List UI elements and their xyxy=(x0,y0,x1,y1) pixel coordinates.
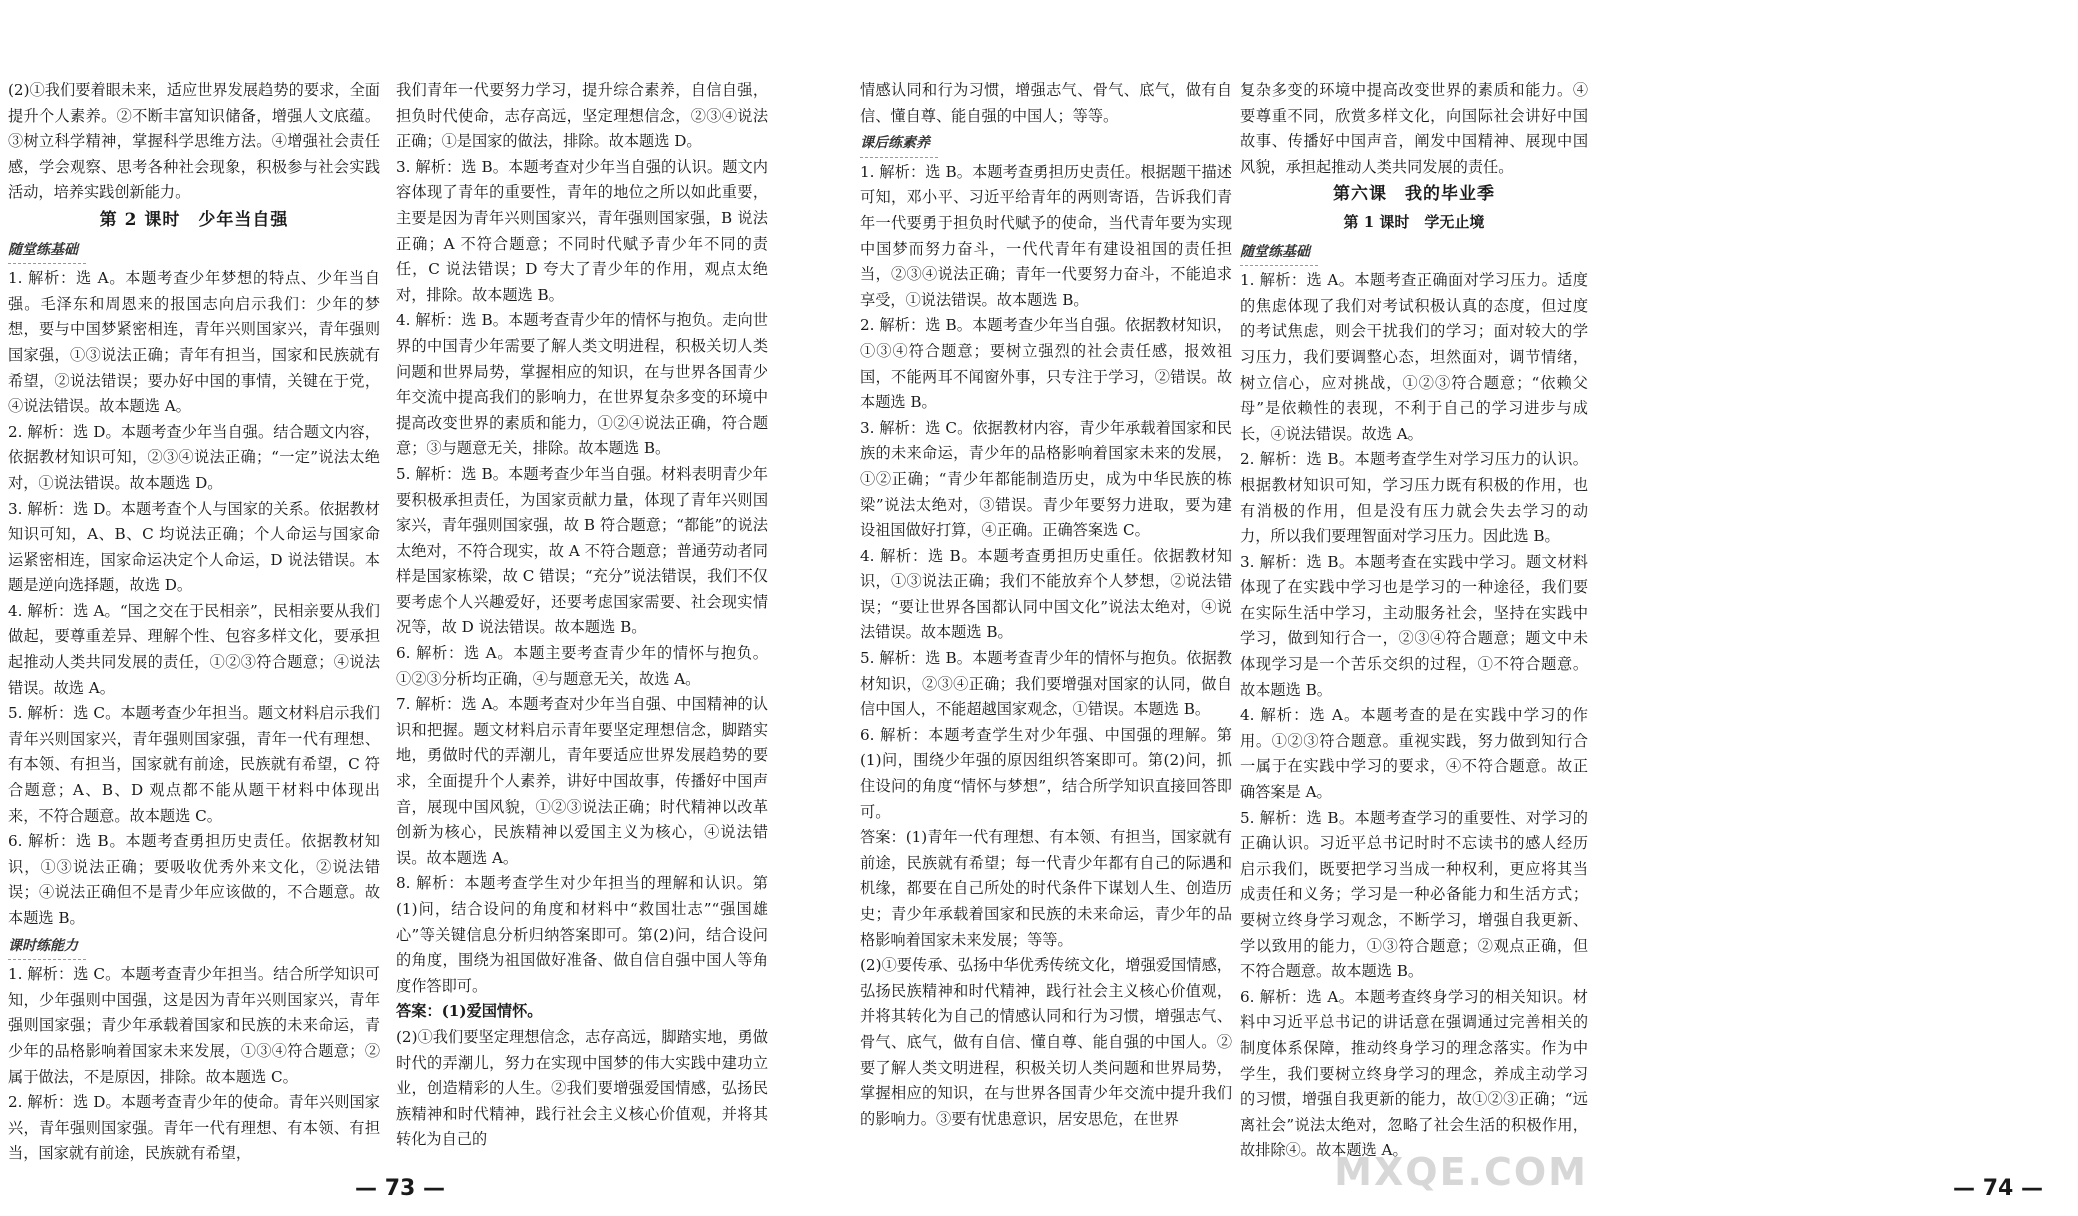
answer-item: 6. 解析：选 A。本题主要考查青少年的情怀与抱负。①②③分析均正确，④与题意无关，故选 A。 xyxy=(396,644,768,688)
answer-item: 5. 解析：选 C。本题考查少年担当。题文材料启示我们青年兴则国家兴，青年强则国家强，青年一代有理想、有本领、有担当，国家就有前途，民族就有希望，C 符合题意；A、B、D 观点都不能从题干材料中体现出来，不符合题意。故本题选 C。 xyxy=(8,704,380,825)
answer-item: (2)①要传承、弘扬中华优秀传统文化，增强爱国情感，弘扬民族精神和时代精神，践行社会主义核心价值观，并将其转化为自己的情感认同和行为习惯，增强志气、骨气、底气，做有自信、懂自尊、能自强的中国人。②要了解人类文明进程，积极关切人类问题和世界局势，掌握相应的知识，在与世界各国青少年交流中提升我们的影响力。③要有忧患意识，居安思危，在世界 xyxy=(860,956,1232,1128)
answer-item: 2. 解析：选 B。本题考查学生对学习压力的认识。根据教材知识可知，学习压力既有积极的作用，也有消极的作用，但是没有压力就会失去学习的动力，所以我们要理智面对学习压力。因此选 B。 xyxy=(1240,450,1588,546)
answer-item: 6. 解析：选 B。本题考查勇担历史责任。依据教材知识，①③说法正确；要吸收优秀外来文化，②说法错误；④说法正确但不是青少年应该做的，不合题意。故本题选 B。 xyxy=(8,832,380,927)
answer-item: 5. 解析：选 B。本题考查青少年的情怀与抱负。依据教材知识，②③④正确；我们要增强对国家的认同，做自信中国人，不能超越国家观念，①错误。本题选 B。 xyxy=(860,649,1232,719)
answer-item: 7. 解析：选 A。本题考查对少年当自强、中国精神的认识和把握。题文材料启示青年要坚定理想信念，脚踏实地，勇做时代的弄潮儿，青年要适应世界发展趋势的要求，全面提升个人素养，讲好中国故事，传播好中国声音，展现中国风貌，①②③说法正确；时代精神以改革创新为核心，民族精神以爱国主义为核心，④说法错误。故本题选 A。 xyxy=(396,695,768,867)
answer-item: 1. 解析：选 B。本题考查勇担历史责任。根据题干描述可知，邓小平、习近平给青年的两则寄语，告诉我们青年一代要勇于担负时代赋予的使命，当代青年要为实现中国梦而努力奋斗，一代代青年有建设祖国的责任担当，②③④说法正确；青年一代要努力奋斗，不能追求享受，①说法错误。故本题选 B。 xyxy=(860,162,1232,309)
answer-item: 3. 解析：选 B。本题考查对少年当自强的认识。题文内容体现了青年的重要性，青年的地位之所以如此重要，主要是因为青年兴则国家兴，青年强则国家强，B 说法正确；A 不符合题意；不同时代赋予青少年不同的责任，C 说法错误；D 夸大了青少年的作用，观点太绝对，排除。故本题选 B。 xyxy=(396,157,768,304)
watermark-logo: MXQE.COM xyxy=(1334,1150,1588,1194)
answer-item: 3. 解析：选 D。本题考查个人与国家的关系。依据教材知识可知，A、B、C 均说法正确；个人命运与国家命运紧密相连，国家命运决定个人命运，D 说法错误。本题是逆向选择题，故选 D。 xyxy=(8,499,380,595)
lesson-title: 第 2 课时 少年当自强 xyxy=(99,209,289,230)
answer-item: 2. 解析：选 B。本题考查少年当自强。依据教材知识，①③④符合题意；要树立强烈的社会责任感，报效祖国，不能两耳不闻窗外事，只专注于学习，②错误。故本题选 B。 xyxy=(860,316,1232,412)
answer-item: 1. 解析：选 A。本题考查正确面对学习压力。适度的焦虑体现了我们对考试积极认真的态度，但过度的考试焦虑，则会干扰我们的学习；面对较大的学习压力，我们要调整心态，坦然面对，调节情绪，树立信心，应对挑战，①②③符合题意；“依赖父母”是依赖性的表现，不利于自己的学习进步与成长，④说法错误。故选 A。 xyxy=(1240,271,1588,443)
answer-item: 1. 解析：选 A。本题考查少年梦想的特点、少年当自强。毛泽东和周恩来的报国志向启示我们：少年的梦想，要与中国梦紧密相连，青年兴则国家兴，青年强则国家强，①③说法正确；青年有担当，国家和民族就有希望，②说法错误；要办好中国的事情，关键在于党，④说法错误。故本题选 A。 xyxy=(8,269,380,416)
lesson-subtitle: 第 1 课时 学无止境 xyxy=(1343,212,1485,231)
column-2 xyxy=(396,78,768,1153)
column-4 xyxy=(1240,78,1588,1164)
page-number: — 74 — xyxy=(1953,1176,2043,1201)
continued-answer: (2)①我们要着眼未来，适应世界发展趋势的要求，全面提升个人素养。②不断丰富知识储备，增强人文底蕴。③树立科学精神，掌握科学思维方法。④增强社会责任感，学会观察、思考各种社会现象，积极参与社会实践活动，培养实践创新能力。 xyxy=(8,81,380,202)
answer-item: 6. 解析：本题考查学生对少年强、中国强的理解。第(1)问，围绕少年强的原因组织答案即可。第(2)问，抓住设问的角度“情怀与梦想”，结合所学知识直接回答即可。 xyxy=(860,725,1232,821)
answer-item: 4. 解析：选 A。本题考查的是在实践中学习的作用。①②③符合题意。重视实践，努力做到知行合一属于在实践中学习的要求，④不符合题意。故正确答案是 A。 xyxy=(1240,706,1588,802)
continued-answer: 复杂多变的环境中提高改变世界的素质和能力。④要尊重不同，欣赏多样文化，向国际社会讲好中国故事、传播好中国声音，阐发中国精神、展现中国风貌，承担起推动人类共同发展的责任。 xyxy=(1240,81,1588,176)
section-label-literacy: 课后练素养 xyxy=(860,131,938,158)
answer-item: 4. 解析：选 B。本题考查青少年的情怀与抱负。走向世界的中国青少年需要了解人类文明进程，积极关切人类问题和世界局势，掌握相应的知识，在与世界各国青少年交流中提高我们的影响力，在世界复杂多变的环境中提高改变世界的素质和能力，①②④说法正确，符合题意；③与题意无关，排除。故本题选 B。 xyxy=(396,311,768,458)
section-label-basic: 随堂练基础 xyxy=(1240,240,1318,267)
answer-item: 3. 解析：选 B。本题考查在实践中学习。题文材料体现了在实践中学习也是学习的一种途径，我们要在实际生活中学习，主动服务社会，坚持在实践中学习，做到知行合一，②③④符合题意；题文中未体现学习是一个苦乐交织的过程，①不符合题意。故本题选 B。 xyxy=(1240,552,1588,699)
answer-item: 4. 解析：选 A。“国之交在于民相亲”，民相亲要从我们做起，要尊重差异、理解个性、包容多样文化，要承担起推动人类共同发展的责任，①②③符合题意；④说法错误。故选 A。 xyxy=(8,601,380,697)
left-page xyxy=(0,0,800,1216)
answer-key: 答案：(1)青年一代有理想、有本领、有担当，国家就有前途，民族就有希望；每一代青少年都有自己的际遇和机缘，都要在自己所处的时代条件下谋划人生、创造历史；青少年承载着国家和民族的未来命运，青少年的品格影响着国家未来发展；等等。 xyxy=(860,828,1232,949)
answer-item: 4. 解析：选 B。本题考查勇担历史重任。依据教材知识，①③说法正确；我们不能放弃个人梦想，②说法错误；“要让世界各国都认同中国文化”说法太绝对，④说法错误。故本题选 B。 xyxy=(860,546,1232,642)
page-number: — 73 — xyxy=(355,1176,445,1201)
lesson-title: 第六课 我的毕业季 xyxy=(1333,184,1495,205)
section-label-basic: 随堂练基础 xyxy=(8,238,86,265)
answer-item: 1. 解析：选 C。本题考查青少年担当。结合所学知识可知，少年强则中国强，这是因为青年兴则国家兴，青年强则国家强；青少年承载着国家和民族的未来命运，青少年的品格影响着国家未来发展，①③④符合题意；②属于做法，不是原因，排除。故本题选 C。 xyxy=(8,965,380,1086)
column-1 xyxy=(8,78,380,1167)
answer-item: (2)①我们要坚定理想信念，志存高远，脚踏实地，勇做时代的弄潮儿，努力在实现中国梦的伟大实践中建功立业，创造精彩的人生。②我们要增强爱国情感，弘扬民族精神和时代精神，践行社会主义核心价值观，并将其转化为自己的 xyxy=(396,1027,768,1149)
answer-item: 5. 解析：选 B。本题考查少年当自强。材料表明青少年要积极承担责任，为国家贡献力量，体现了青年兴则国家兴，青年强则国家强，故 B 符合题意；“都能”的说法太绝对，不符合现实，故 A 不符合题意；普通劳动者同样是国家栋梁，故 C 错误；“充分”说法错误，我们不仅要考虑个人兴趣爱好，还要考虑国家需要、社会现实情况等，故 D 说法错误。故本题选 B。 xyxy=(396,464,768,637)
answer-item: 5. 解析：选 B。本题考查学习的重要性、对学习的正确认识。习近平总书记时时不忘读书的感人经历启示我们，既要把学习当成一种权利，更应将其当成责任和义务；学习是一种必备能力和生活方式；要树立终身学习观念，不断学习，增强自我更新、学以致用的能力，①③符合题意；②观点正确，但不符合题意。故本题选 B。 xyxy=(1240,808,1588,981)
section-label-ability: 课时练能力 xyxy=(8,934,86,961)
answer-item: 2. 解析：选 D。本题考查少年当自强。结合题文内容，依据教材知识可知，②③④说法正确；“一定”说法太绝对，①说法错误。故本题选 D。 xyxy=(8,422,380,492)
answer-item: 8. 解析：本题考查学生对少年担当的理解和认识。第(1)问，结合设问的角度和材料中“救国壮志”“强国雄心”等关键信息分析归纳答案即可。第(2)问，结合设问的角度，围绕为祖国做好准备、做自信自强中国人等角度作答即可。 xyxy=(396,874,768,995)
answer-item: 3. 解析：选 C。依据教材内容，青少年承载着国家和民族的未来命运，青少年的品格影响着国家未来的发展，①②正确；“青少年都能制造历史，成为中华民族的栋梁”说法太绝对，③错误。青少年要努力进取，要为建设祖国做好打算，④正确。正确答案选 C。 xyxy=(860,418,1232,540)
continued-answer: 我们青年一代要努力学习，提升综合素养，自信自强，担负时代使命，志存高远，坚定理想信念，②③④说法正确；①是国家的做法，排除。故本题选 D。 xyxy=(396,81,768,151)
continued-answer: 情感认同和行为习惯，增强志气、骨气、底气，做有自信、懂自尊、能自强的中国人；等等。 xyxy=(860,81,1232,125)
answer-item: 6. 解析：选 A。本题考查终身学习的相关知识。材料中习近平总书记的讲话意在强调通过完善相关的制度体系保障，推动终身学习的理念落实。作为中学生，我们要树立终身学习的理念，养成主动学习的习惯，增强自我更新的能力，故①②③正确；“远离社会”说法太绝对，忽略了社会生活的积极作用，故排除④。故本题选 A。 xyxy=(1240,987,1588,1160)
answer-item: 2. 解析：选 D。本题考查青少年的使命。青年兴则国家兴，青年强则国家强。青年一代有理想、有本领、有担当，国家就有前途，民族就有希望， xyxy=(8,1093,380,1163)
answer-key: 答案：(1)爱国情怀。 xyxy=(396,1002,543,1021)
column-3 xyxy=(860,78,1232,1132)
right-page xyxy=(800,0,2043,1216)
